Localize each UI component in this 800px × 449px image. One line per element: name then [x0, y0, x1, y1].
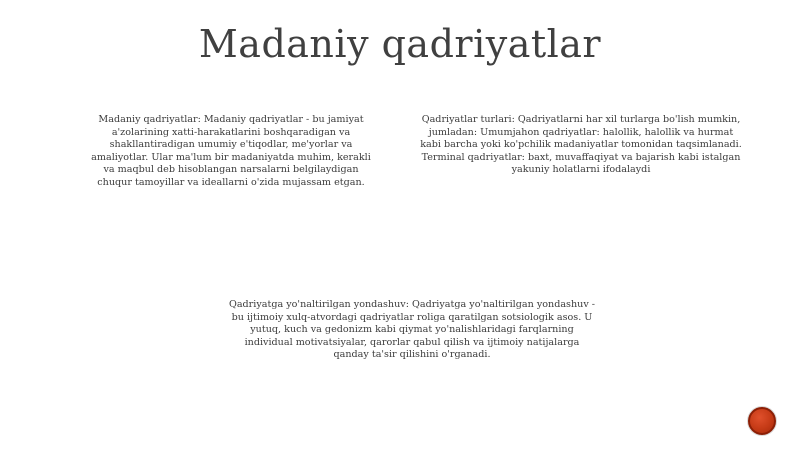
text-block-cultural-values: Madaniy qadriyatlar: Madaniy qadriyatlar - bu jamiyat a'zolarining xatti-harakatlarini boshqaradigan va shakllantiradigan umumiy e'tiqodlar, me'yorlar va amaliyotlar. Ular ma'lum bir madaniyatda muhim, kerakli va maqbul deb hisoblangan narsalarni belgilaydigan chuqur tamoyillar va ideallarni o'zida mujassam etgan. — [91, 114, 371, 188]
text-block-value-approach: Qadriyatga yo'naltirilgan yondashuv: Qadriyatga yo'naltirilgan yondashuv - bu ijtimoiy xulq-atvordagi qadriyatlar roliga qaratilgan sotsiologik asos. U yutuq, kuch va gedonizm kabi qiymat yo'nalishlaridagi farqlarning individual motivatsiyalar, qarorlar qabul qilish va ijtimoiy natijalarga qanday ta'sir qilishini o'rganadi. — [228, 299, 596, 361]
slide-title: Madaniy qadriyatlar — [198, 22, 602, 66]
circle-button-icon[interactable] — [748, 407, 776, 435]
text-block-value-types: Qadriyatlar turlari: Qadriyatlarni har xil turlarga bo'lish mumkin, jumladan: Umumjahon qadriyatlar: halollik, halollik va hurmat kabi barcha yoki ko'pchilik madaniyatlar tomonidan taqsimlanadi. Terminal qadriyatlar: baxt, muvaffaqiyat va bajarish kabi istalgan yakuniy holatlarni ifodalaydi — [420, 114, 742, 176]
